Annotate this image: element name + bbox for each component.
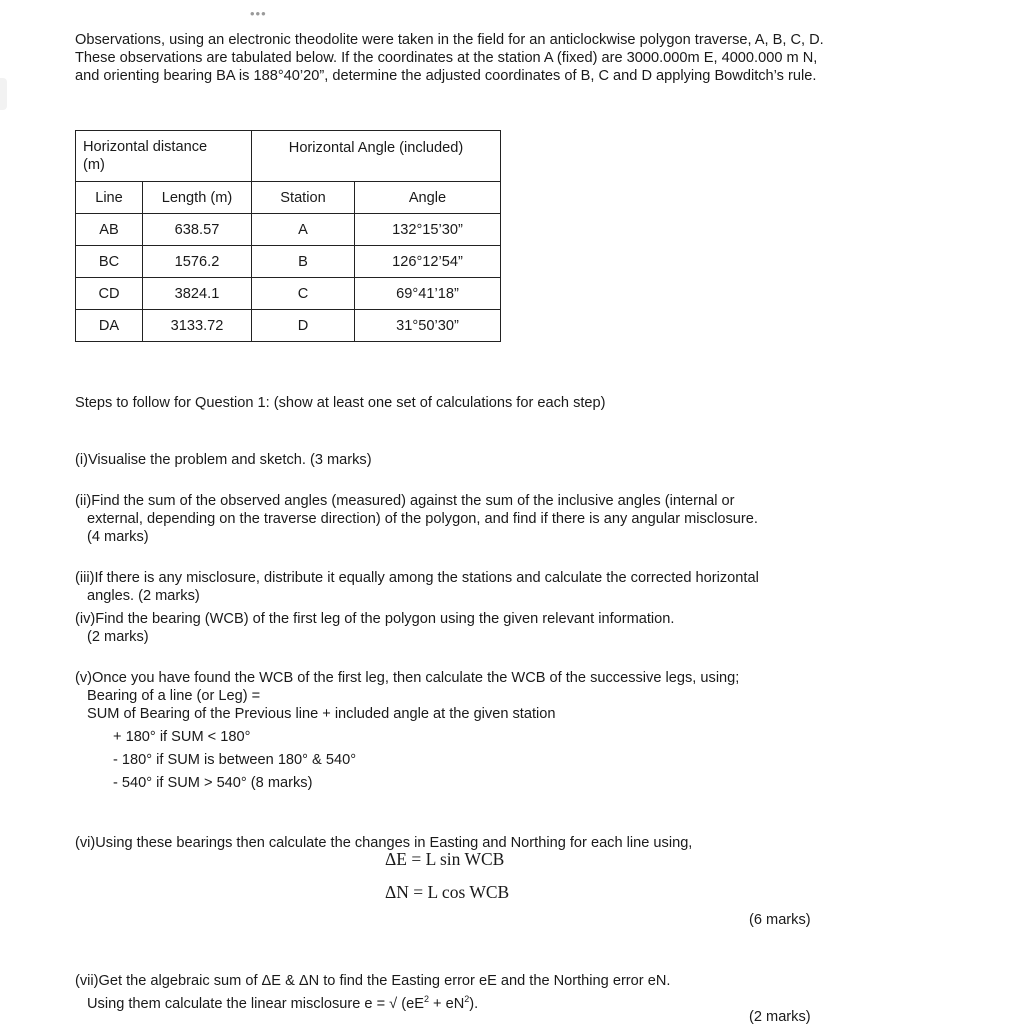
- column-header-station: Station: [252, 182, 355, 214]
- column-header-line: Line: [76, 182, 143, 214]
- step-v: [75, 669, 955, 792]
- step-ii: [75, 492, 955, 546]
- column-header-angle: Angle: [355, 182, 501, 214]
- cell-angle: 69°41’18”: [355, 278, 501, 310]
- cell-station: C: [252, 278, 355, 310]
- cell-angle: 132°15’30”: [355, 214, 501, 246]
- table-row: [76, 310, 501, 342]
- cell-length: 638.57: [143, 214, 252, 246]
- table-row: [76, 214, 501, 246]
- step-ii-line-1: (ii)Find the sum of the observed angles (measured) against the sum of the inclusive angles (internal or: [75, 493, 735, 509]
- step-iv-line-1: (iv)Find the bearing (WCB) of the first leg of the polygon using the given relevant information.: [75, 611, 675, 627]
- step-v-line-1: (v)Once you have found the WCB of the first leg, then calculate the WCB of the successive legs, using;: [75, 670, 740, 686]
- steps-intro: Steps to follow for Question 1: (show at least one set of calculations for each step): [75, 395, 606, 411]
- step-vii-line-2: Using them calculate the linear misclosure e = √ $(eE^2 + eN^2)$.: [87, 994, 479, 1012]
- intro-line-2: These observations are tabulated below. If the coordinates at the station A (fixed) are 3000.000m E, 4000.000 m N,: [75, 50, 818, 66]
- cell-station: D: [252, 310, 355, 342]
- step-v-line-3: SUM of Bearing of the Previous line + included angle at the given station: [87, 706, 556, 722]
- intro-line-3: and orienting bearing BA is 188°40’20”, determine the adjusted coordinates of B, C and D applying Bowditch’s rule.: [75, 68, 817, 84]
- step-vi-marks: (6 marks): [749, 912, 811, 928]
- side-panel-handle[interactable]: [0, 78, 7, 110]
- cell-line: AB: [76, 214, 143, 246]
- step-v-rule-1: + 180° if SUM < 180°: [113, 729, 251, 745]
- cell-station: B: [252, 246, 355, 278]
- step-iii-line-1: (iii)If there is any misclosure, distribute it equally among the stations and calculate the corrected horizontal: [75, 570, 759, 586]
- formula-delta-easting: ΔE = L sin WCB: [385, 849, 505, 869]
- cell-length: 3824.1: [143, 278, 252, 310]
- cell-angle: 126°12’54”: [355, 246, 501, 278]
- cell-station: A: [252, 214, 355, 246]
- step-vii: [75, 972, 955, 1013]
- cell-line: DA: [76, 310, 143, 342]
- step-iii: [75, 569, 955, 605]
- cell-length: 1576.2: [143, 246, 252, 278]
- question-intro: [75, 31, 895, 85]
- formula-delta-northing: ΔN = L cos WCB: [385, 882, 510, 902]
- step-vii-marks: (2 marks): [749, 1009, 811, 1025]
- step-iv-line-2: (2 marks): [87, 629, 149, 645]
- angle-group-header: Horizontal Angle (included): [252, 131, 501, 182]
- step-vii-line-1: (vii)Get the algebraic sum of ΔE & ΔN to find the Easting error eE and the Northing error eN.: [75, 973, 671, 989]
- step-i: (i)Visualise the problem and sketch. (3 marks): [75, 452, 372, 468]
- step-iv: [75, 610, 955, 646]
- cell-angle: 31°50’30”: [355, 310, 501, 342]
- step-v-line-2: Bearing of a line (or Leg) =: [87, 688, 261, 704]
- table-row: [76, 246, 501, 278]
- cell-line: CD: [76, 278, 143, 310]
- step-ii-line-2: external, depending on the traverse direction) of the polygon, and find if there is any angular misclosure.: [87, 511, 758, 527]
- cell-line: BC: [76, 246, 143, 278]
- intro-line-1: Observations, using an electronic theodolite were taken in the field for an anticlockwise polygon traverse, A, B, C, D.: [75, 32, 824, 48]
- step-iii-line-2: angles. (2 marks): [87, 588, 200, 604]
- step-v-rule-3: - 540° if SUM > 540° (8 marks): [113, 775, 313, 791]
- table-row: [76, 278, 501, 310]
- overflow-menu-icon[interactable]: •••: [250, 6, 267, 21]
- table-column-header-row: [76, 182, 501, 214]
- step-v-rule-2: - 180° if SUM is between 180° & 540°: [113, 752, 357, 768]
- step-ii-line-3: (4 marks): [87, 529, 149, 545]
- step-vi: (vi)Using these bearings then calculate the changes in Easting and Northing for each line using,: [75, 835, 693, 851]
- observations-table: [75, 130, 501, 342]
- distance-group-header: Horizontal distance (m): [76, 131, 252, 182]
- column-header-length: Length (m): [143, 182, 252, 214]
- table-group-header-row: [76, 131, 501, 182]
- cell-length: 3133.72: [143, 310, 252, 342]
